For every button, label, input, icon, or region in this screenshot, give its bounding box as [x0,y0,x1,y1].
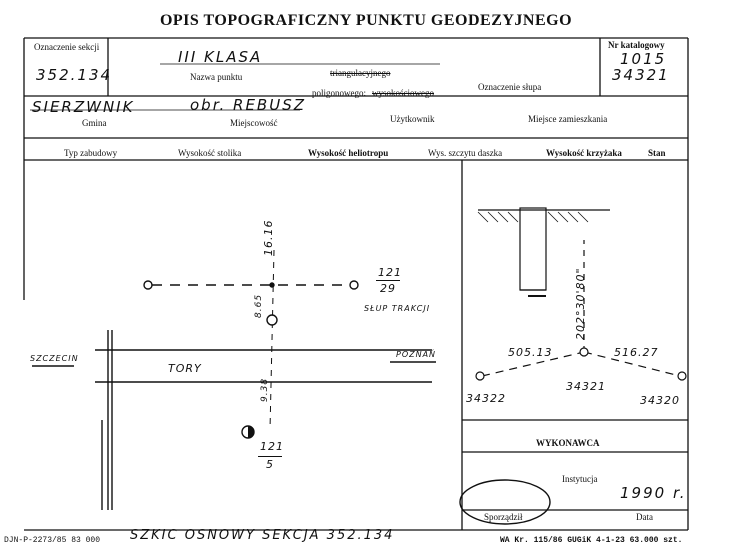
pt-left: 34322 [466,392,506,405]
frac2-bar [258,456,282,457]
frac1-bar [376,280,400,281]
catalog-value-2: 34321 [612,66,670,84]
board-label: Wys. szczytu daszka [428,148,503,158]
prepared-label: Sporządził [484,512,523,522]
heliotrope-label: Wysokość heliotropu [308,148,389,158]
cross-label: Wysokość krzyżaka [546,148,622,158]
table-height-label: Wysokość stolika [178,148,242,158]
triangulation-label: triangulacyjnego [330,68,391,78]
dist-mid: 8.65 [254,293,264,318]
institution-label: Instytucja [562,474,598,484]
catalog-value-1: 1015 [620,50,667,68]
height-label: wysokościowego [372,88,434,98]
pole-note: SŁUP TRAKCJI [364,304,431,313]
frac1-num: 121 [378,266,402,279]
place-label: Miejscowość [230,118,278,128]
frac2-den: 5 [266,458,274,471]
poznan-label: POZNAŃ [396,350,437,359]
pt-center: 34321 [566,380,606,393]
dist-top: 16.16 [262,219,275,256]
pt-right: 34320 [640,394,680,407]
frac1-den: 29 [380,282,396,295]
year-value: 1990 r. [620,484,687,502]
state-label: Stan [648,148,666,158]
tory-label: TORY [168,362,202,375]
user-label: Użytkownik [390,114,435,124]
print-info: WA Kr. 115/86 GUGiK 4-1-23 63.000 szt. [500,536,683,545]
gmina-label: Gmina [82,118,107,128]
dist-low: 9.38 [260,377,270,402]
caption: SZKIC OSNOWY SEKCJA 352.134 [130,528,395,543]
class-value: III KLASA [178,48,263,66]
szczecin-label: SZCZECIN [30,354,79,363]
frac2-num: 121 [260,440,284,453]
executor-label: WYKONAWCA [536,438,600,448]
place-value: obr. REBUSZ [190,96,306,114]
building-label: Typ zabudowy [64,148,118,158]
dist-right: 516.27 [614,346,659,359]
name-label: Nazwa punktu [190,72,243,82]
section-value: 352.134 [36,66,113,84]
residence-label: Miejsce zamieszkania [528,114,608,124]
date-label: Data [636,512,653,522]
section-label: Oznaczenie sekcji [34,42,100,52]
dist-left: 505.13 [508,346,553,359]
gmina-value: SIERZWNIK [32,98,135,116]
catalog-label: Nr katalogowy [608,40,665,50]
angle-value: 202°30'80" [574,267,587,340]
form-code: DJN-P-2273/85 83 000 [4,536,101,545]
document-title: OPIS TOPOGRAFICZNY PUNKTU GEODEZYJNEGO [159,12,573,29]
pole-label: Oznaczenie słupa [478,82,542,92]
polygon-label: poligonowego: [312,88,366,98]
